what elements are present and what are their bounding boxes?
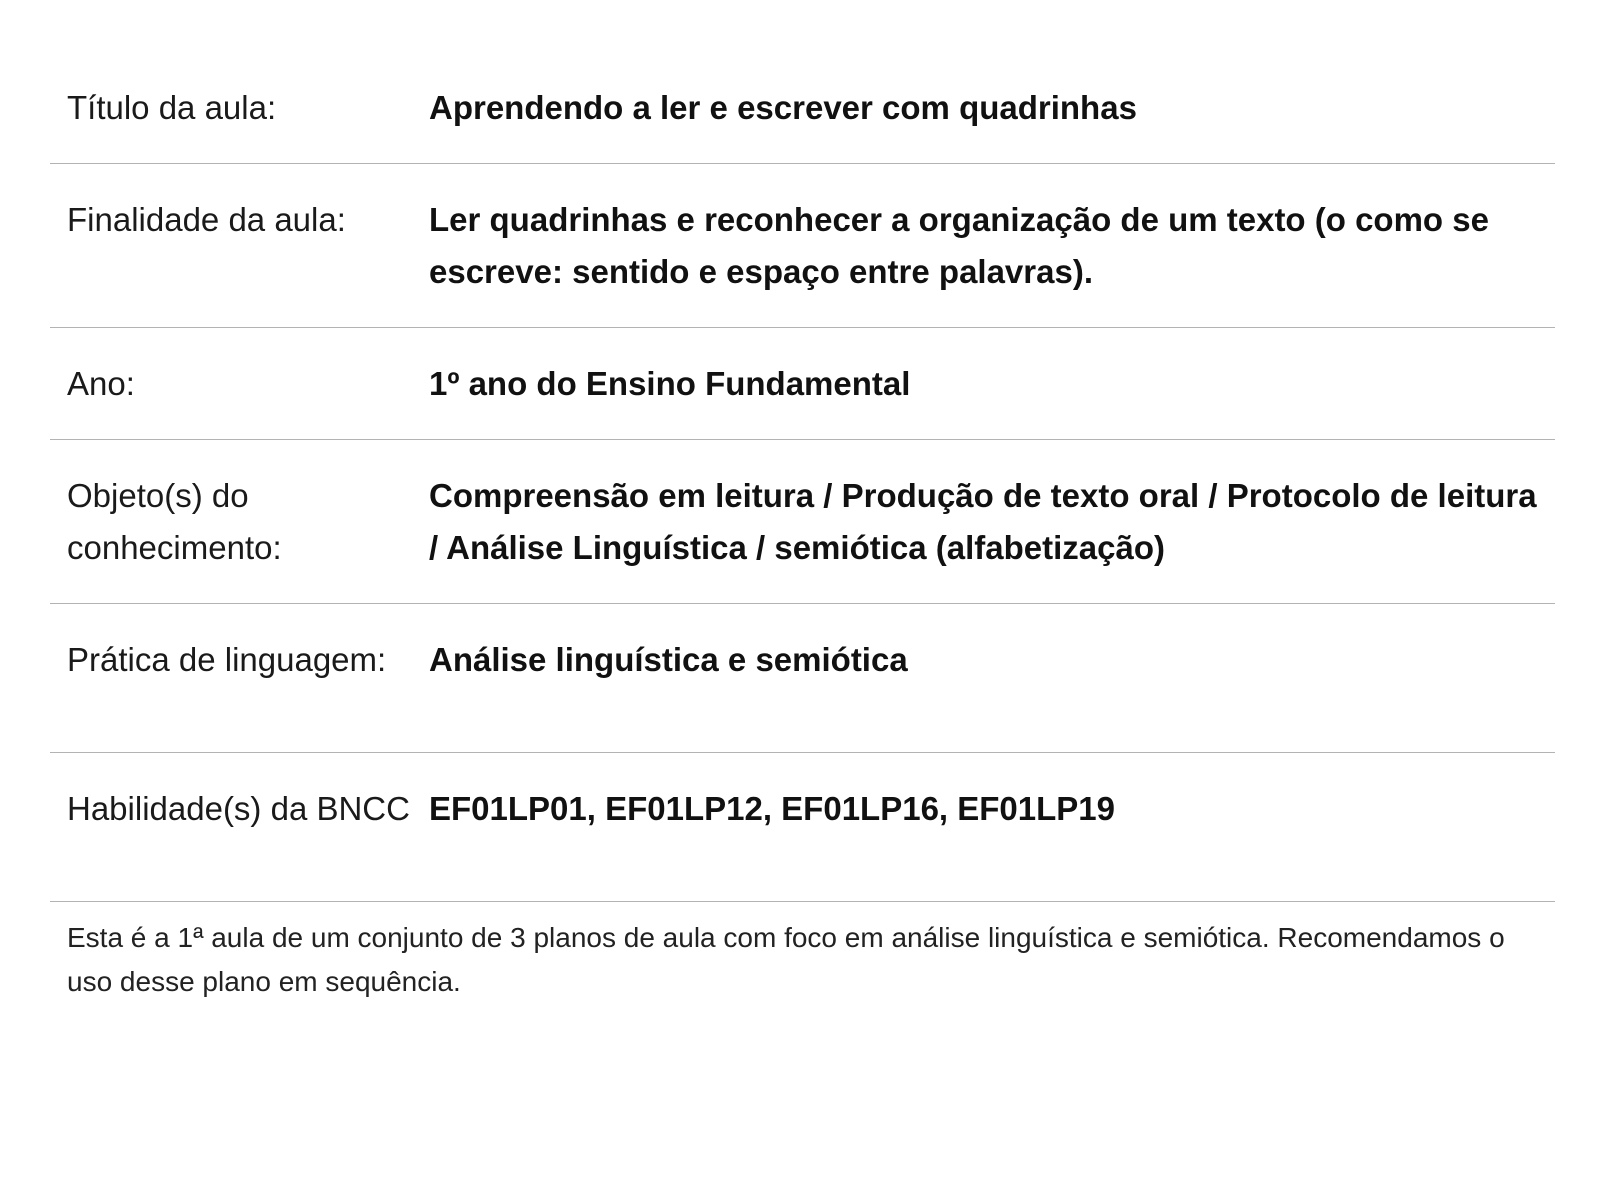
lesson-info-table — [50, 52, 1555, 902]
row-language-practice — [50, 604, 1555, 753]
value-knowledge-objects: Compreensão em leitura / Produção de texto oral / Protocolo de leitura / Análise Linguística / semiótica (alfabetização) — [429, 477, 1537, 566]
value-lesson-purpose: Ler quadrinhas e reconhecer a organização de um texto (o como se escreve: sentido e espaço entre palavras). — [429, 201, 1489, 290]
label-lesson-title: Título da aula: — [67, 89, 277, 126]
value-school-year: 1º ano do Ensino Fundamental — [429, 365, 911, 402]
label-school-year: Ano: — [67, 365, 135, 402]
row-bncc-skills — [50, 753, 1555, 902]
value-lesson-title: Aprendendo a ler e escrever com quadrinhas — [429, 89, 1137, 126]
label-bncc-skills: Habilidade(s) da BNCC — [67, 790, 410, 827]
value-language-practice: Análise linguística e semiótica — [429, 641, 908, 678]
row-knowledge-objects — [50, 440, 1555, 604]
row-lesson-purpose — [50, 164, 1555, 328]
row-school-year — [50, 328, 1555, 440]
label-knowledge-objects: Objeto(s) do conhecimento: — [67, 477, 282, 566]
label-language-practice: Prática de linguagem: — [67, 641, 387, 678]
label-lesson-purpose: Finalidade da aula: — [67, 201, 346, 238]
series-note: Esta é a 1ª aula de um conjunto de 3 planos de aula com foco em análise linguística e semiótica. Recomendamos o uso desse plano em sequência. — [67, 922, 1505, 997]
row-lesson-title — [50, 52, 1555, 164]
value-bncc-skills: EF01LP01, EF01LP12, EF01LP16, EF01LP19 — [429, 790, 1116, 827]
